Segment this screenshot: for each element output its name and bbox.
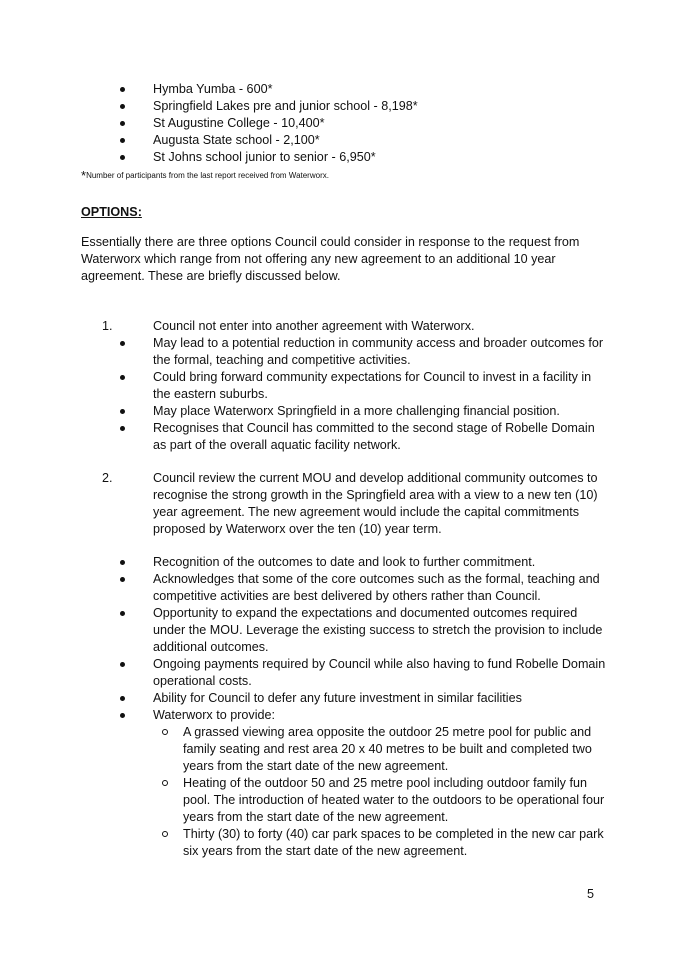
list-item: Ability for Council to defer any future investment in similar facilities: [0, 690, 608, 707]
list-item: Augusta State school - 2,100*: [0, 132, 675, 149]
option-2: [0, 470, 675, 538]
list-item: Opportunity to expand the expectations and documented outcomes required under the MOU. Leverage the existing success to stretch the provision to include additional outcomes.: [0, 605, 608, 656]
list-item: Acknowledges that some of the core outcomes such as the formal, teaching and competitive activities are best delivered by others rather than Council.: [0, 571, 608, 605]
option-number: 1.: [102, 319, 113, 333]
participants-list: [0, 81, 675, 166]
list-item: May place Waterworx Springfield in a more challenging financial position.: [0, 403, 608, 420]
list-item: Thirty (30) to forty (40) car park spaces to be completed in the new car park six years from the start date of the new agreement.: [0, 826, 608, 860]
option-2-bullets: [0, 554, 675, 724]
option-title: Council not enter into another agreement with Waterworx.: [153, 319, 475, 333]
option-1-bullets: [0, 335, 675, 454]
list-item: St Augustine College - 10,400*: [0, 115, 675, 132]
page-number: 5: [587, 887, 595, 901]
list-item: Recognises that Council has committed to the second stage of Robelle Domain as part of the overall aquatic facility network.: [0, 420, 608, 454]
list-item: Waterworx to provide:: [0, 707, 608, 724]
list-item: Hymba Yumba - 600*: [0, 81, 675, 98]
intro-paragraph: Essentially there are three options Council could consider in response to the request from Waterworx which range from not offering any new agreement to an additional 10 year agreement. These are briefly discussed below.: [81, 235, 580, 283]
list-item: Heating of the outdoor 50 and 25 metre pool including outdoor family fun pool. The introduction of heated water to the outdoors to be operational four years from the start date of the new agreement.: [0, 775, 608, 826]
list-item: A grassed viewing area opposite the outdoor 25 metre pool for public and family seating and rest area 20 x 40 metres to be built and completed two years from the start date of the new agreement.: [0, 724, 608, 775]
list-item: Recognition of the outcomes to date and look to further commitment.: [0, 554, 608, 571]
section-heading: [81, 204, 142, 221]
heading-text: OPTIONS: [81, 205, 138, 219]
list-item: St Johns school junior to senior - 6,950*: [0, 149, 675, 166]
list-item: Springfield Lakes pre and junior school - 8,198*: [0, 98, 675, 115]
waterworx-provisions-list: [0, 724, 675, 860]
footnote-text: Number of participants from the last report received from Waterworx.: [86, 171, 329, 180]
list-item: Ongoing payments required by Council while also having to fund Robelle Domain operational costs.: [0, 656, 608, 690]
footnote-marker: *: [81, 168, 87, 183]
list-item: Could bring forward community expectations for Council to invest in a facility in the eastern suburbs.: [0, 369, 608, 403]
option-title: Council review the current MOU and develop additional community outcomes to recognise the strong growth in the Springfield area with a view to a new ten (10) year agreement. The new agreement would include the capital commitments proposed by Waterworx over the ten (10) year term.: [153, 471, 598, 536]
heading-colon: :: [137, 205, 142, 219]
option-number: 2.: [102, 471, 113, 485]
footnote: [81, 170, 329, 182]
list-item: May lead to a potential reduction in community access and broader outcomes for the formal, teaching and competitive activities.: [0, 335, 608, 369]
option-1: [0, 318, 675, 335]
